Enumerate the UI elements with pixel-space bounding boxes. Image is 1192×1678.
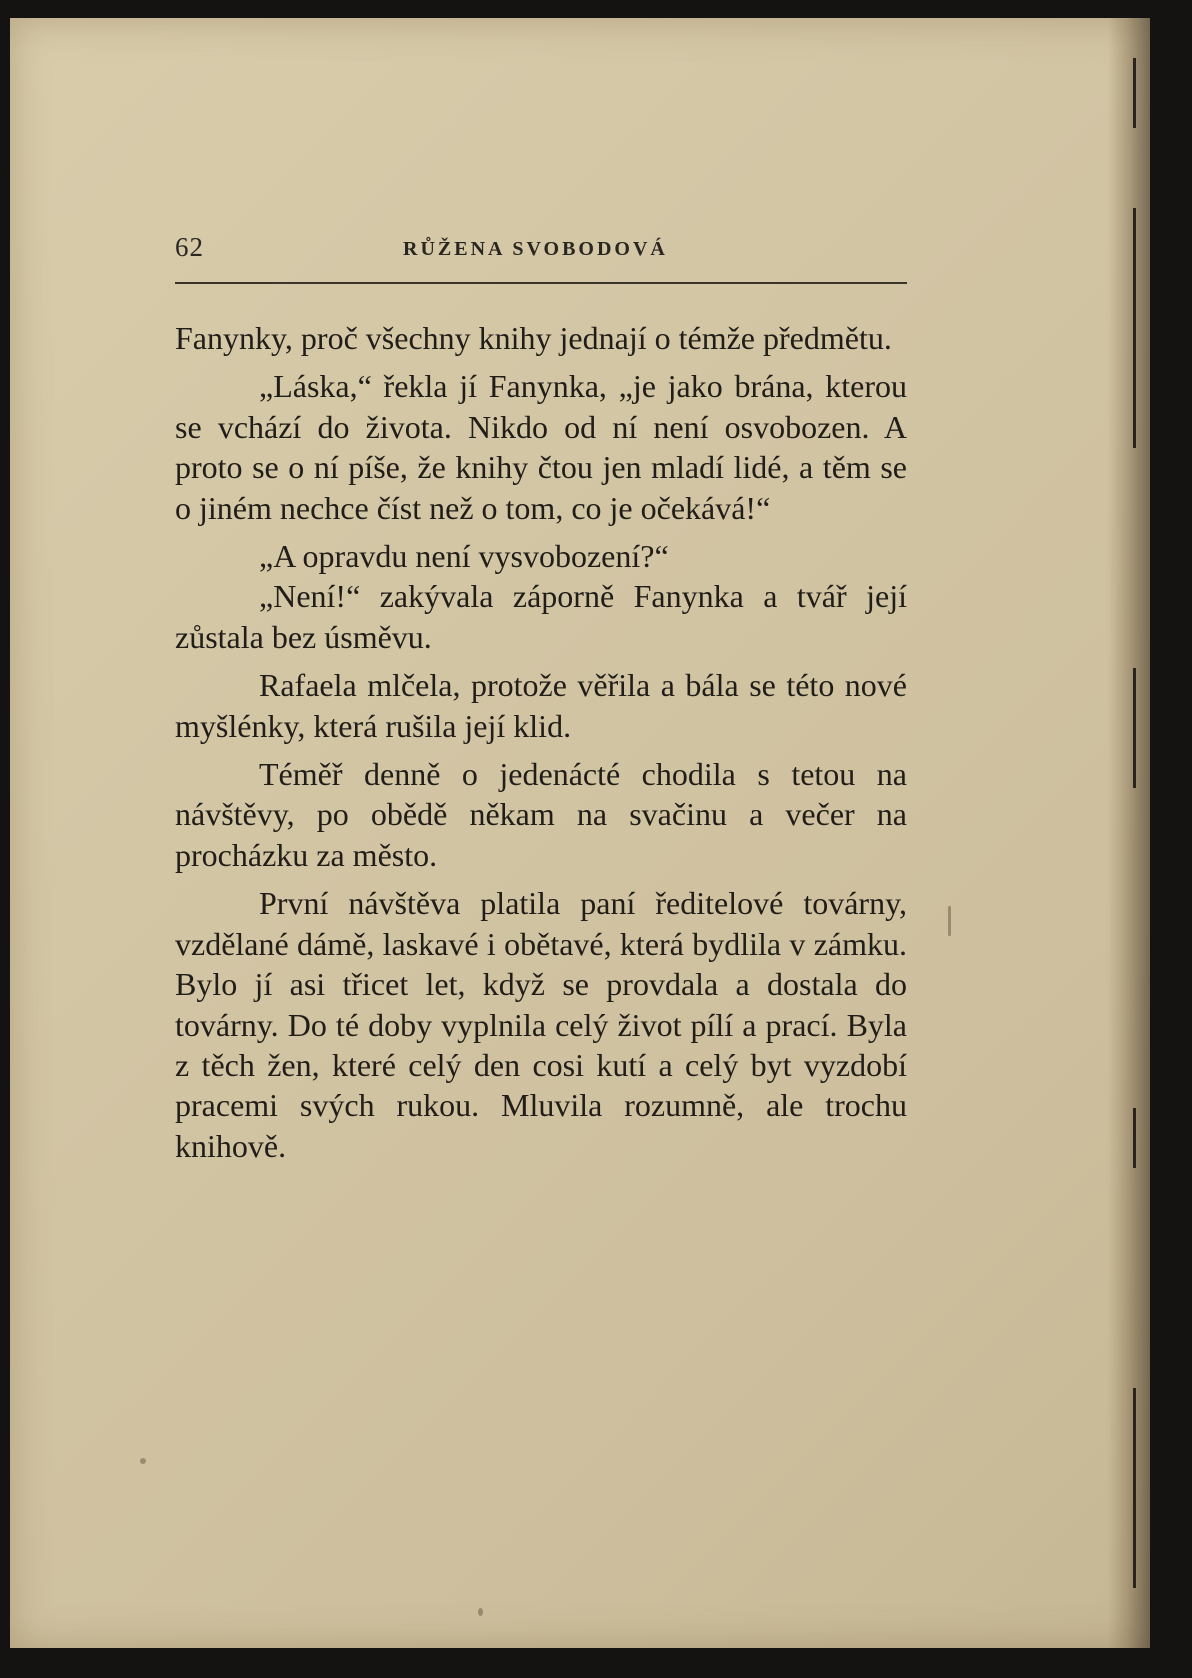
paragraph: „Láska,“ řekla jí Fanynka, „je jako brána, kterou se vchází do života. Nikdo od ní není osvobozen. A proto se o ní píše, že knihy čtou jen mladí lidé, a těm se o jiném nechce číst než o tom, co je očekává!“ [175,368,907,526]
page-number: 62 [175,232,204,262]
binding-mark [1133,208,1136,448]
paper-speck [478,1608,483,1616]
paper-speck [140,1458,146,1464]
page-header [175,232,905,272]
paragraph: Téměř denně o jedenácté chodila s tetou na návštěvy, po obědě někam na svačinu a večer na procházku za město. [175,756,907,873]
paragraph: Fanynky, proč všechny knihy jednají o témže předmětu. [175,320,892,356]
book-spine-shadow [1108,18,1150,1648]
paragraph: První návštěva platila paní ředitelové továrny, vzdělané dámě, laskavé i obětavé, která bydlila v zámku. Bylo jí asi třicet let, když se provdala a dostala do továrny. Do té doby vyplnila celý život pílí a prací. Byla z těch žen, které celý den cosi kutí a celý byt vyzdobí pracemi svých rukou. Mluvila rozumně, ale trochu knihově. [175,885,907,1164]
paragraph: Rafaela mlčela, protože věřila a bála se této nové myšlénky, která rušila její klid. [175,667,907,744]
paragraph: „A opravdu není vysvobození?“ [259,538,669,575]
paragraph: „Není!“ zakývala záporně Fanynka a tvář její zůstala bez úsměvu. [175,578,907,655]
binding-mark [1133,1108,1136,1168]
binding-mark [1133,58,1136,128]
paper-speck [948,906,951,936]
header-rule [175,282,907,284]
binding-mark [1133,1388,1136,1588]
running-head: RŮŽENA SVOBODOVÁ [403,238,668,260]
body-text [175,318,907,1166]
binding-mark [1133,668,1136,788]
